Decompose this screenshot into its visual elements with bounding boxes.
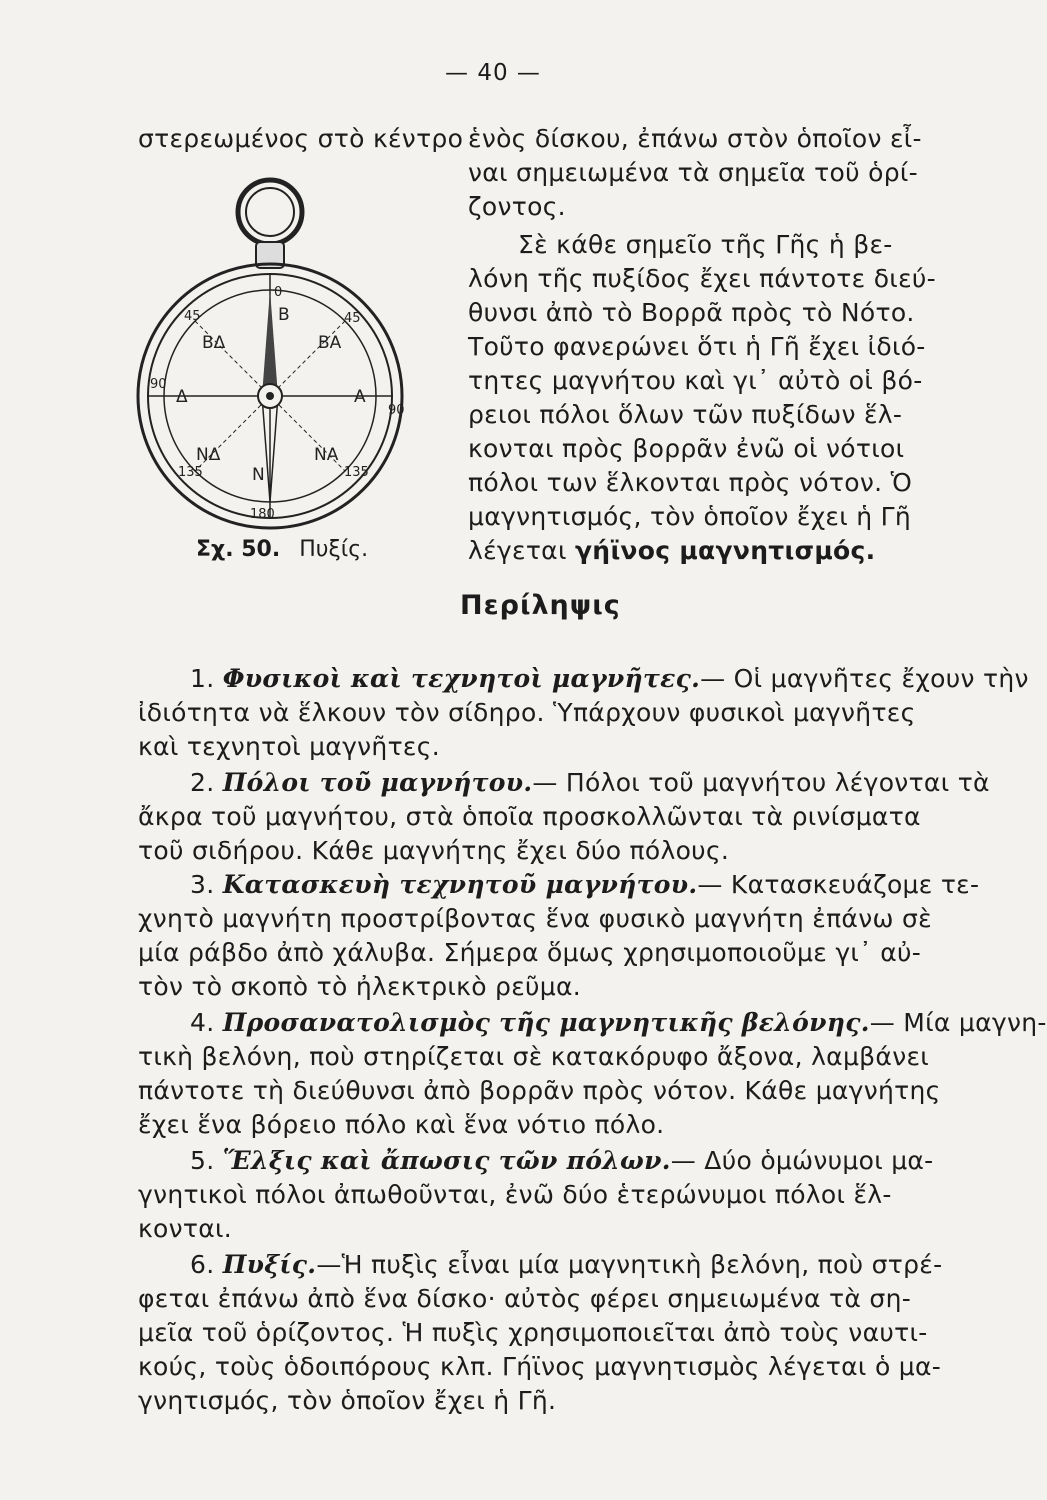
summary-term: Πυξίς.: [222, 1250, 317, 1279]
body-line: ζοντος.: [468, 192, 566, 221]
summary-text: — Μία μαγνη-: [869, 1008, 1047, 1037]
body-line: Τοῦτο φανερώνει ὅτι ἡ Γῆ ἔχει ἰδιό-: [468, 332, 926, 361]
summary-heading: Περίληψις: [460, 590, 621, 621]
body-line: ναι σημειωμένα τὰ σημεῖα τοῦ ὁρί-: [468, 158, 918, 187]
dial-label: 45: [184, 309, 201, 324]
dial-label: Δ: [176, 387, 188, 407]
summary-line: γνητισμός, τὸν ὁποῖον ἔχει ἡ Γῆ.: [138, 1386, 557, 1415]
dial-label: 0: [274, 285, 283, 300]
summary-number: 5.: [190, 1146, 215, 1175]
dial-label: NA: [314, 445, 339, 465]
summary-line: φεται ἐπάνω ἀπὸ ἕνα δίσκο· αὐτὸς φέρει σημειωμένα τὰ ση-: [138, 1284, 912, 1313]
summary-item-1: [190, 664, 1029, 694]
dial-label: 135: [344, 465, 369, 480]
body-line: κονται πρὸς βορρᾶν ἐνῶ οἱ νότιοι: [468, 434, 905, 463]
figure-caption: [196, 537, 368, 562]
summary-item-3: [190, 870, 979, 900]
summary-line: τοῦ σιδήρου. Κάθε μαγνήτης ἔχει δύο πόλους.: [138, 836, 730, 865]
dial-label: 180: [250, 507, 275, 522]
summary-item-4: [190, 1008, 1047, 1038]
body-line-final: [468, 536, 875, 566]
dial-label: A: [354, 387, 366, 407]
summary-number: 2.: [190, 768, 215, 797]
body-line-final-prefix: λέγεται: [468, 536, 567, 565]
summary-term: Πόλοι τοῦ μαγνήτου.: [222, 768, 533, 797]
intro-left-text: στερεωμένος στὸ κέντρο: [138, 124, 464, 153]
summary-term: Φυσικοὶ καὶ τεχνητοὶ μαγνῆτες.: [222, 664, 701, 693]
summary-line: ἄκρα τοῦ μαγνήτου, στὰ ὁποῖα προσκολλῶνται τὰ ρινίσματα: [138, 802, 921, 831]
dial-label: BA: [318, 333, 342, 353]
summary-number: 3.: [190, 870, 215, 899]
key-term-geomagnetism: γήϊνος μαγνητισμός.: [574, 536, 876, 565]
summary-term: Κατασκευὴ τεχνητοῦ μαγνήτου.: [222, 870, 698, 899]
summary-text: — Δύο ὁμώνυμοι μα-: [670, 1146, 934, 1175]
summary-line: κούς, τοὺς ὁδοιπόρους κλπ. Γήϊνος μαγνητισμὸς λέγεται ὁ μα-: [138, 1352, 942, 1381]
dial-label: BΔ: [202, 333, 226, 353]
body-line: λόνη τῆς πυξίδος ἔχει πάντοτε διεύ-: [468, 264, 936, 293]
figure-number: Σχ. 50.: [196, 537, 281, 562]
summary-term: Ἕλξις καὶ ἄπωσις τῶν πόλων.: [222, 1146, 671, 1175]
summary-line: ἔχει ἕνα βόρειο πόλο καὶ ἕνα νότιο πόλο.: [138, 1110, 665, 1139]
summary-line: μεῖα τοῦ ὁρίζοντος. Ἡ πυξὶς χρησιμοποιεῖται ἀπὸ τοὺς ναυτι-: [138, 1318, 928, 1347]
summary-line: τὸν τὸ σκοπὸ τὸ ἠλεκτρικὸ ρεῦμα.: [138, 972, 582, 1001]
body-line: Σὲ κάθε σημεῖο τῆς Γῆς ἡ βε-: [518, 230, 893, 259]
summary-text: — Πόλοι τοῦ μαγνήτου λέγονται τὰ: [532, 768, 990, 797]
summary-item-5: [190, 1146, 934, 1176]
summary-item-6: [190, 1250, 942, 1280]
figure-title: Πυξίς.: [299, 537, 369, 562]
summary-text: —Ἡ πυξὶς εἶναι μία μαγνητικὴ βελόνη, ποὺ στρέ-: [316, 1250, 943, 1279]
dial-label: NΔ: [196, 445, 221, 465]
summary-line: πάντοτε τὴ διεύθυνσι ἀπὸ βορρᾶν πρὸς νότον. Κάθε μαγνήτης: [138, 1076, 941, 1105]
page-number: — 40 —: [445, 60, 541, 86]
summary-text: — Κατασκευάζομε τε-: [697, 870, 980, 899]
summary-text: — Οἱ μαγνῆτες ἔχουν τὴν: [700, 664, 1029, 693]
summary-number: 1.: [190, 664, 215, 693]
dial-label: 135: [178, 465, 203, 480]
dial-label: 45: [344, 311, 361, 326]
summary-term: Προσανατολισμὸς τῆς μαγνητικῆς βελόνης.: [222, 1008, 870, 1037]
summary-line: κονται.: [138, 1214, 233, 1243]
summary-line: καὶ τεχνητοὶ μαγνῆτες.: [138, 732, 440, 761]
body-line: ἑνὸς δίσκου, ἐπάνω στὸν ὁποῖον εἶ-: [468, 124, 922, 153]
summary-item-2: [190, 768, 990, 798]
summary-number: 4.: [190, 1008, 215, 1037]
summary-line: ἰδιότητα νὰ ἕλκουν τὸν σίδηρο. Ὑπάρχουν φυσικοὶ μαγνῆτες: [138, 698, 916, 727]
body-line: θυνσι ἀπὸ τὸ Βορρᾶ πρὸς τὸ Νότο.: [468, 298, 915, 327]
dial-label: N: [252, 465, 265, 485]
body-line: τητες μαγνήτου καὶ γι᾽ αὐτὸ οἱ βό-: [468, 366, 923, 395]
body-line: μαγνητισμός, τὸν ὁποῖον ἔχει ἡ Γῆ: [468, 502, 912, 531]
summary-number: 6.: [190, 1250, 215, 1279]
summary-line: τικὴ βελόνη, ποὺ στηρίζεται σὲ κατακόρυφο ἄξονα, λαμβάνει: [138, 1042, 930, 1071]
dial-label: 90: [150, 377, 167, 392]
body-line: πόλοι των ἕλκονται πρὸς νότον. Ὁ: [468, 468, 913, 497]
dial-label: B: [278, 305, 290, 325]
summary-line: γνητικοὶ πόλοι ἀπωθοῦνται, ἐνῶ δύο ἑτερώνυμοι πόλοι ἕλ-: [138, 1180, 892, 1209]
summary-line: μία ράβδο ἀπὸ χάλυβα. Σήμερα ὅμως χρησιμοποιοῦμε γι᾽ αὐ-: [138, 938, 922, 967]
summary-line: χνητὸ μαγνήτη προστρίβοντας ἕνα φυσικὸ μαγνήτη ἐπάνω σὲ: [138, 904, 932, 933]
dial-label: 90: [388, 403, 405, 418]
body-line: ρειοι πόλοι ὅλων τῶν πυξίδων ἕλ-: [468, 400, 903, 429]
compass-figure: [150, 170, 430, 530]
